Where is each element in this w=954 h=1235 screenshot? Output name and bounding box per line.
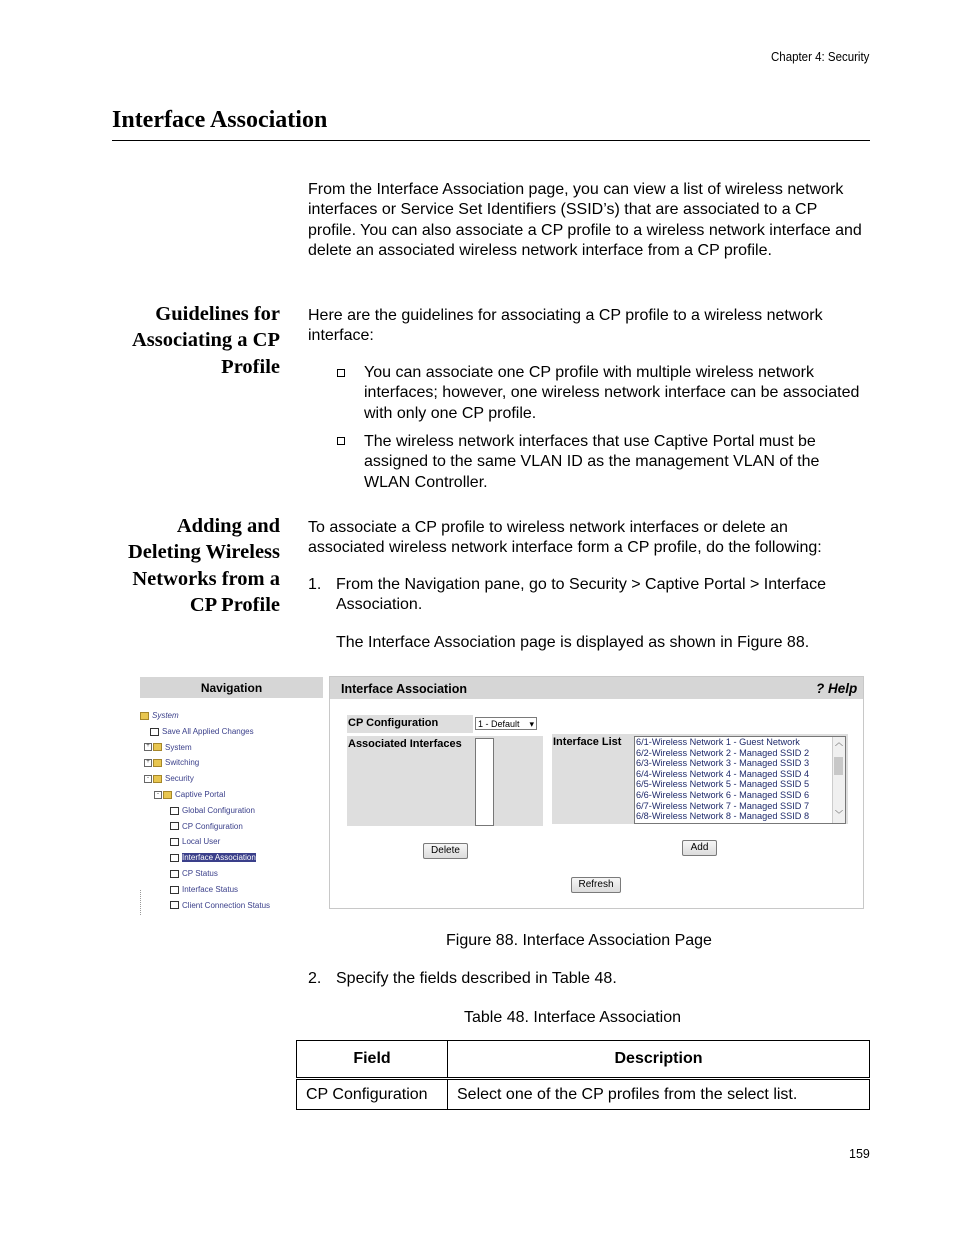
table-caption: Table 48. Interface Association <box>464 1009 682 1026</box>
chevron-down-icon: ▾ <box>529 719 534 729</box>
folder-icon <box>153 775 162 783</box>
nav-tree-item-label: Local User <box>182 837 221 847</box>
iface-list-scrollbar[interactable] <box>832 737 845 823</box>
adding-lead: To associate a CP profile to wireless network interfaces or delete an associated wireless network interface form a CP profile, do the following: <box>308 519 822 557</box>
bullet-box-icon <box>337 437 345 445</box>
guidelines-lead: Here are the guidelines for associating a CP profile to a wireless network interface: <box>308 307 823 345</box>
table-cell-description: Select one of the CP profiles from the select list. <box>448 1079 870 1110</box>
nav-tree <box>140 710 322 915</box>
nav-tree-item[interactable] <box>140 726 322 738</box>
nav-tree-item-label: Switching <box>165 758 200 768</box>
nav-tree-item[interactable] <box>140 710 322 722</box>
figure-caption: Figure 88. Interface Association Page <box>446 932 712 949</box>
iface-list-item[interactable]: 6/3-Wireless Network 3 - Managed SSID 3 <box>636 758 810 769</box>
chapter-header: Chapter 4: Security <box>771 50 870 64</box>
nav-tree-item[interactable] <box>140 852 322 864</box>
nav-tree-item[interactable] <box>140 742 322 754</box>
cp-config-label: CP Configuration <box>348 717 439 729</box>
nav-tree-item-label: Client Connection Status <box>182 900 271 910</box>
page-title: Interface Association <box>112 107 328 133</box>
add-button[interactable]: Add <box>682 840 717 856</box>
nav-tree-item-label: Security <box>165 774 194 784</box>
step-1-number: 1. <box>308 576 322 593</box>
iface-list-item[interactable]: 6/1-Wireless Network 1 - Guest Network <box>636 737 800 747</box>
nav-tree-item-label: Save All Applied Changes <box>162 726 254 736</box>
table-row <box>297 1079 870 1110</box>
nav-title: Navigation <box>140 677 323 698</box>
cp-config-select[interactable] <box>475 717 537 730</box>
step-2-text: Specify the fields described in Table 48. <box>336 970 617 987</box>
nav-tree-item[interactable] <box>140 789 322 801</box>
folder-icon <box>140 712 149 720</box>
interface-association-panel <box>329 676 864 909</box>
nav-tree-item-label: System <box>165 742 192 752</box>
scrollbar-thumb[interactable] <box>834 757 843 775</box>
nav-tree-item-label: Global Configuration <box>182 805 255 815</box>
title-rule <box>112 140 870 141</box>
nav-tree-item[interactable] <box>140 805 322 817</box>
assoc-interfaces-list[interactable] <box>475 738 494 826</box>
page-icon <box>170 807 179 815</box>
collapse-icon[interactable]: - <box>144 775 152 783</box>
expand-icon[interactable]: + <box>144 759 152 767</box>
intro-paragraph: From the Interface Association page, you can view a list of wireless network interfaces or Service Set Identifiers (SSID’s) that are associated to a CP profile. You can also associate a CP profile to a wireless network interface and delete an associated wireless network interface from a CP profile. <box>308 181 862 259</box>
iface-list-label: Interface List <box>553 736 622 748</box>
table-cell-field: CP Configuration <box>297 1079 448 1110</box>
figure-88-screenshot <box>140 676 865 916</box>
refresh-button[interactable]: Refresh <box>571 877 621 893</box>
nav-tree-item-label: Interface Association <box>182 853 256 863</box>
iface-list-item[interactable]: 6/6-Wireless Network 6 - Managed SSID 6 <box>636 789 810 800</box>
page-icon <box>170 870 179 878</box>
nav-tree-guide <box>140 890 323 915</box>
iface-list-item[interactable]: 6/7-Wireless Network 7 - Managed SSID 7 <box>636 800 810 811</box>
folder-icon <box>163 791 172 799</box>
folder-icon <box>153 759 162 767</box>
nav-tree-item-label: CP Status <box>182 868 218 878</box>
nav-tree-item[interactable] <box>140 773 322 785</box>
iface-list-item[interactable]: 6/5-Wireless Network 5 - Managed SSID 5 <box>636 779 810 790</box>
bullet-box-icon <box>337 369 345 377</box>
step-2-number: 2. <box>308 970 322 987</box>
nav-tree-item-label: CP Configuration <box>182 821 243 831</box>
nav-tree-item[interactable] <box>140 757 322 769</box>
page-icon <box>150 728 159 736</box>
collapse-icon[interactable]: - <box>154 791 162 799</box>
guideline-bullet-1: You can associate one CP profile with multiple wireless network interfaces; however, one wireless network interface can be associated with only one CP profile. <box>364 364 860 422</box>
assoc-interfaces-label: Associated Interfaces <box>348 738 462 750</box>
guideline-bullet-2: The wireless network interfaces that use Captive Portal must be assigned to the same VLAN ID as the management VLAN of the WLAN Controller. <box>364 433 820 491</box>
nav-tree-item[interactable] <box>140 868 322 880</box>
delete-button[interactable]: Delete <box>423 843 468 859</box>
step-1-text: From the Navigation pane, go to Security > Captive Portal > Interface Association. <box>336 576 827 614</box>
table-header-field: Field <box>297 1041 448 1079</box>
page-icon <box>170 838 179 846</box>
guidelines-heading: Guidelines for Associating a CP Profile <box>131 303 280 378</box>
iface-list-items <box>636 737 809 822</box>
nav-tree-item-label: Interface Status <box>182 884 239 894</box>
nav-tree-item-label: System <box>152 711 179 720</box>
iface-list-item[interactable]: 6/4-Wireless Network 4 - Managed SSID 4 <box>636 768 810 779</box>
adding-heading: Adding and Deleting Wireless Networks from a CP Profile <box>127 515 280 616</box>
page-icon <box>170 854 179 862</box>
chevron-down-icon[interactable]: ﹀ <box>835 810 843 819</box>
table-48 <box>296 1040 870 1110</box>
nav-tree-item[interactable] <box>140 836 322 848</box>
folder-icon <box>153 743 162 751</box>
nav-tree-item[interactable] <box>140 821 322 833</box>
panel-title: Interface Association <box>341 682 467 696</box>
page-number: 159 <box>849 1147 870 1161</box>
step-1-note: The Interface Association page is displayed as shown in Figure 88. <box>336 634 810 651</box>
iface-list-box[interactable] <box>634 736 846 824</box>
table-header-row <box>297 1041 870 1079</box>
nav-tree-item-label: Captive Portal <box>175 789 226 799</box>
page-icon <box>170 822 179 830</box>
chevron-up-icon[interactable]: ︿ <box>835 738 843 747</box>
help-link[interactable]: ? Help <box>816 681 858 696</box>
iface-list-item[interactable]: 6/8-Wireless Network 8 - Managed SSID 8 <box>636 811 810 822</box>
table-header-description: Description <box>448 1041 870 1079</box>
iface-list-item[interactable]: 6/2-Wireless Network 2 - Managed SSID 2 <box>636 747 810 758</box>
cp-config-select-value: 1 - Default <box>478 719 520 729</box>
expand-icon[interactable]: + <box>144 743 152 751</box>
